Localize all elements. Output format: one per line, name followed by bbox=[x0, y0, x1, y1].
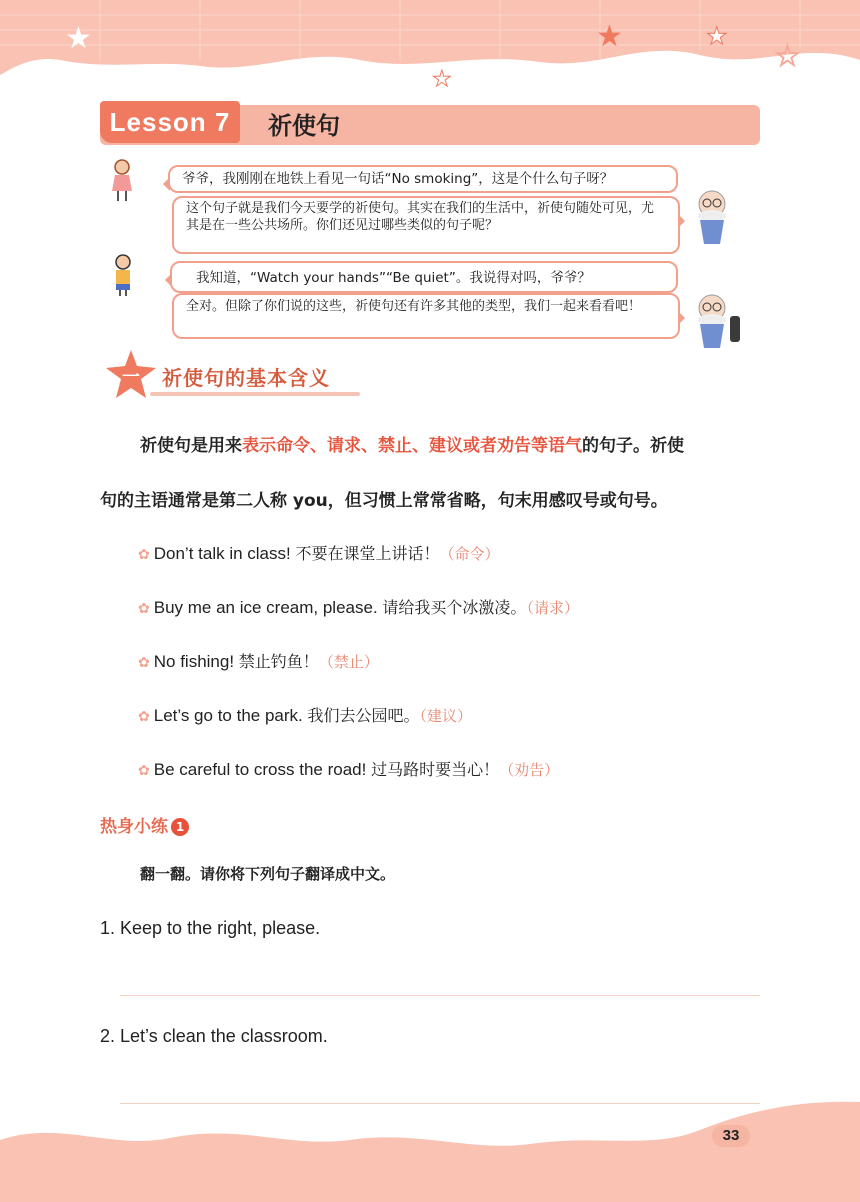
example-english: Let’s go to the park. bbox=[153, 706, 303, 725]
example-chinese: 请给我买个冰激凌。 bbox=[382, 598, 527, 617]
lesson-label: Lesson 7 bbox=[100, 101, 240, 143]
boy-avatar bbox=[110, 252, 138, 298]
svg-text:★: ★ bbox=[706, 22, 728, 50]
example-tag: （禁止） bbox=[318, 653, 379, 671]
question-1: 1. Keep to the right, please. bbox=[100, 918, 321, 938]
example-english: Buy me an ice cream, please. bbox=[153, 598, 378, 617]
example-tag: （请求） bbox=[526, 599, 579, 617]
section-underline bbox=[150, 392, 360, 396]
flower-bullet-icon: ✿ bbox=[138, 708, 150, 724]
example-chinese: 我们去公园吧。 bbox=[307, 706, 420, 725]
definition-text-a: 祈使句是用来 bbox=[140, 436, 242, 456]
exercise-title: 热身小练 bbox=[100, 817, 168, 837]
flower-bullet-icon: ✿ bbox=[138, 546, 150, 562]
section-title: 祈使句的基本含义 bbox=[162, 366, 330, 390]
definition-highlight: 表示命令、请求、禁止、建议或者劝告等语气 bbox=[242, 436, 582, 456]
example-english: Don’t talk in class! bbox=[153, 544, 291, 563]
example-chinese: 不要在课堂上讲话！ bbox=[295, 544, 440, 563]
footer-wave-band bbox=[0, 1100, 860, 1202]
example-item bbox=[138, 649, 379, 675]
example-english: No fishing! bbox=[153, 652, 235, 671]
header-wave-band bbox=[0, 0, 860, 110]
example-tag: （建议） bbox=[419, 707, 473, 725]
dialogue-bubble-2: 这个句子就是我们今天要学的祈使句。其实在我们的生活中，祈使句随处可见，尤其是在一些公共场所。你们还见过哪些类似的句子呢？ bbox=[172, 196, 680, 254]
svg-text:★: ★ bbox=[432, 67, 452, 92]
flower-bullet-icon: ✿ bbox=[138, 762, 150, 778]
exercise-number-badge: 1 bbox=[171, 818, 189, 836]
example-tag: （劝告） bbox=[499, 761, 560, 779]
flower-bullet-icon: ✿ bbox=[138, 600, 150, 616]
definition-line-2: 句的主语通常是第二人称 you，但习惯上常常省略，句末用感叹号或句号。 bbox=[100, 491, 668, 511]
grandpa-avatar bbox=[690, 186, 734, 246]
dialogue-bubble-1: 爷爷，我刚刚在地铁上看见一句话“No smoking”，这是个什么句子呀？ bbox=[168, 165, 678, 193]
dialogue-bubble-3: 我知道，“Watch your hands”“Be quiet”。我说得对吗，爷爷？ bbox=[170, 261, 678, 293]
example-item bbox=[138, 595, 579, 621]
dialogue-bubble-4: 全对。但除了你们说的这些，祈使句还有许多其他的类型，我们一起来看看吧！ bbox=[172, 293, 680, 339]
flower-bullet-icon: ✿ bbox=[138, 654, 150, 670]
svg-text:★: ★ bbox=[596, 19, 623, 54]
example-item bbox=[138, 703, 472, 729]
example-tag: （命令） bbox=[439, 545, 500, 563]
answer-line-1[interactable] bbox=[120, 995, 760, 996]
grandpa-avatar-2 bbox=[690, 290, 750, 352]
example-item bbox=[138, 757, 559, 783]
example-english: Be careful to cross the road! bbox=[153, 760, 367, 779]
svg-text:★: ★ bbox=[65, 21, 92, 56]
example-chinese: 过马路时要当心！ bbox=[371, 760, 500, 779]
page-number: 33 bbox=[712, 1125, 750, 1147]
example-chinese: 禁止钓鱼！ bbox=[238, 652, 319, 671]
definition-line-1 bbox=[100, 432, 760, 460]
example-item bbox=[138, 541, 500, 567]
section-number: 一 bbox=[122, 367, 140, 388]
exercise-instruction: 翻一翻。请你将下列句子翻译成中文。 bbox=[140, 865, 396, 883]
svg-text:☆: ☆ bbox=[774, 39, 801, 74]
question-2: 2. Let’s clean the classroom. bbox=[100, 1026, 328, 1046]
exercise-heading bbox=[100, 812, 189, 837]
definition-text-b: 的句子。祈使 bbox=[582, 436, 684, 456]
girl-avatar bbox=[108, 157, 136, 203]
lesson-title: 祈使句 bbox=[268, 112, 340, 140]
